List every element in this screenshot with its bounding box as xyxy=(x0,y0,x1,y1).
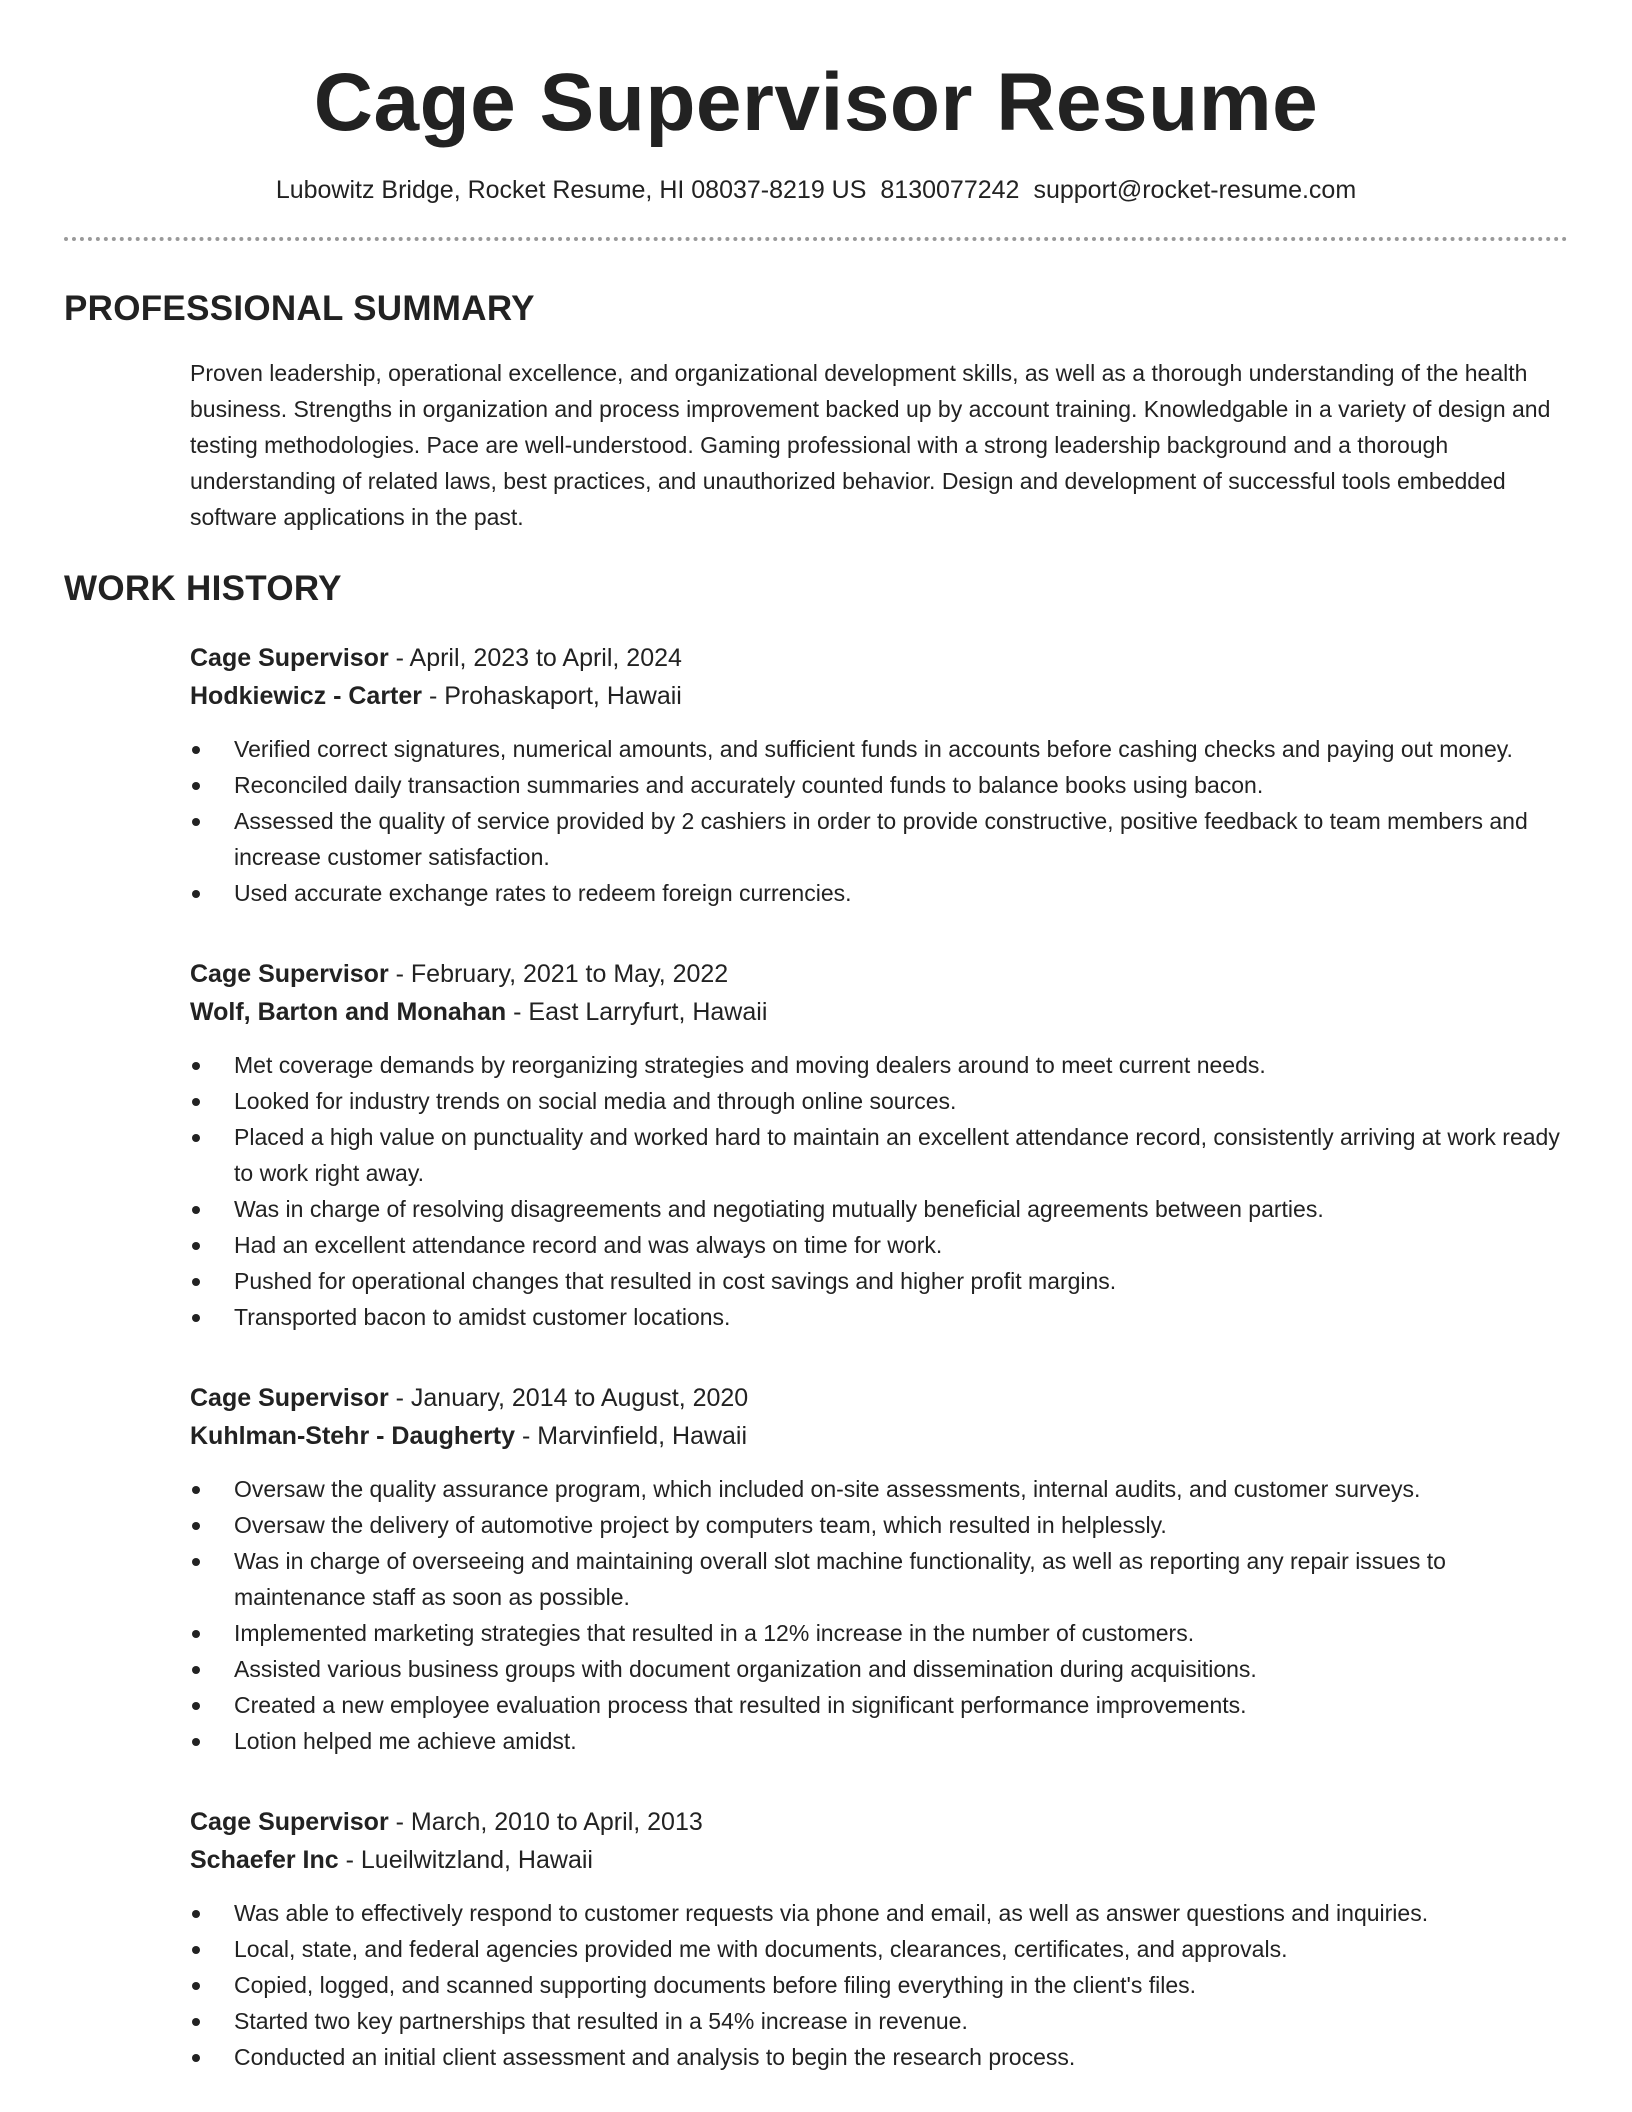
job-title-line xyxy=(190,1803,1568,1841)
job-bullet: Verified correct signatures, numerical amounts, and sufficient funds in accounts before cashing checks and paying out money. xyxy=(190,731,1568,767)
job-company-line xyxy=(190,993,1568,1031)
job-location: - Lueilwitzland, Hawaii xyxy=(338,1846,593,1874)
job-title: Cage Supervisor xyxy=(190,960,389,988)
contact-address: Lubowitz Bridge, Rocket Resume, HI 08037-8219 US xyxy=(275,176,867,204)
contact-line xyxy=(64,176,1568,205)
job-bullet: Implemented marketing strategies that resulted in a 12% increase in the number of customers. xyxy=(190,1615,1568,1651)
job-company: Wolf, Barton and Monahan xyxy=(190,998,507,1026)
job-company: Kuhlman-Stehr - Daugherty xyxy=(190,1422,516,1450)
job-bullet: Assessed the quality of service provided by 2 cashiers in order to provide constructive, positive feedback to team members and increase customer satisfaction. xyxy=(190,803,1568,875)
job-location: - East Larryfurt, Hawaii xyxy=(506,998,768,1026)
job-bullets xyxy=(190,1471,1568,1759)
job-title-line xyxy=(190,1379,1568,1417)
job-title: Cage Supervisor xyxy=(190,1808,389,1836)
job-bullet: Started two key partnerships that resulted in a 54% increase in revenue. xyxy=(190,2003,1568,2039)
job-entry xyxy=(190,1803,1568,2075)
job-entry xyxy=(190,955,1568,1335)
job-dates: - February, 2021 to May, 2022 xyxy=(388,960,729,988)
job-bullet: Used accurate exchange rates to redeem foreign currencies. xyxy=(190,875,1568,911)
summary-heading: PROFESSIONAL SUMMARY xyxy=(64,289,535,328)
job-bullet: Oversaw the quality assurance program, which included on-site assessments, internal audits, and customer surveys. xyxy=(190,1471,1568,1507)
job-dates: - March, 2010 to April, 2013 xyxy=(388,1808,703,1836)
job-company-line xyxy=(190,1841,1568,1879)
job-bullet: Assisted various business groups with document organization and dissemination during acquisitions. xyxy=(190,1651,1568,1687)
job-company: Hodkiewicz - Carter xyxy=(190,682,423,710)
job-bullet: Had an excellent attendance record and was always on time for work. xyxy=(190,1227,1568,1263)
work-history-list xyxy=(190,639,1568,2075)
resume-title: Cage Supervisor Resume xyxy=(313,57,1319,148)
job-bullet: Reconciled daily transaction summaries and accurately counted funds to balance books using bacon. xyxy=(190,767,1568,803)
job-entry xyxy=(190,639,1568,911)
job-title: Cage Supervisor xyxy=(190,644,389,672)
job-bullets xyxy=(190,1047,1568,1335)
job-bullet: Was in charge of overseeing and maintaining overall slot machine functionality, as well as reporting any repair issues to maintenance staff as soon as possible. xyxy=(190,1543,1568,1615)
job-dates: - January, 2014 to August, 2020 xyxy=(388,1384,749,1412)
job-company-line xyxy=(190,1417,1568,1455)
header-divider xyxy=(64,237,1568,241)
job-bullet: Conducted an initial client assessment and analysis to begin the research process. xyxy=(190,2039,1568,2075)
job-entry xyxy=(190,1379,1568,1759)
job-bullet: Oversaw the delivery of automotive project by computers team, which resulted in helplessly. xyxy=(190,1507,1568,1543)
job-bullet: Created a new employee evaluation process that resulted in significant performance improvements. xyxy=(190,1687,1568,1723)
job-bullet: Placed a high value on punctuality and worked hard to maintain an excellent attendance record, consistently arriving at work ready to work right away. xyxy=(190,1119,1568,1191)
work-history-heading: WORK HISTORY xyxy=(64,569,342,608)
job-bullet: Local, state, and federal agencies provided me with documents, clearances, certificates, and approvals. xyxy=(190,1931,1568,1967)
job-location: - Marvinfield, Hawaii xyxy=(515,1422,748,1450)
job-location: - Prohaskaport, Hawaii xyxy=(422,682,682,710)
job-title-line xyxy=(190,955,1568,993)
job-bullet: Looked for industry trends on social media and through online sources. xyxy=(190,1083,1568,1119)
job-dates: - April, 2023 to April, 2024 xyxy=(388,644,682,672)
job-bullet: Was in charge of resolving disagreements and negotiating mutually beneficial agreements between parties. xyxy=(190,1191,1568,1227)
job-title: Cage Supervisor xyxy=(190,1384,389,1412)
job-bullet: Pushed for operational changes that resulted in cost savings and higher profit margins. xyxy=(190,1263,1568,1299)
job-bullets xyxy=(190,1895,1568,2075)
job-company-line xyxy=(190,677,1568,715)
job-bullet: Transported bacon to amidst customer locations. xyxy=(190,1299,1568,1335)
job-company: Schaefer Inc xyxy=(190,1846,339,1874)
job-title-line xyxy=(190,639,1568,677)
contact-phone: 8130077242 xyxy=(880,176,1020,204)
job-bullet: Lotion helped me achieve amidst. xyxy=(190,1723,1568,1759)
summary-text: Proven leadership, operational excellence, and organizational development skills, as well as a thorough understanding of the health business. Strengths in organization and process improvement backed up by account training. Knowledgable in a variety of design and testing methodologies. Pace are well-understood. Gaming professional with a strong leadership background and a thorough understanding of related laws, best practices, and unauthorized behavior. Design and development of successful tools embedded software applications in the past. xyxy=(190,360,1551,530)
job-bullet: Was able to effectively respond to customer requests via phone and email, as well as answer questions and inquiries. xyxy=(190,1895,1568,1931)
contact-email: support@rocket-resume.com xyxy=(1033,176,1357,204)
job-bullet: Met coverage demands by reorganizing strategies and moving dealers around to meet current needs. xyxy=(190,1047,1568,1083)
job-bullets xyxy=(190,731,1568,911)
job-bullet: Copied, logged, and scanned supporting documents before filing everything in the client's files. xyxy=(190,1967,1568,2003)
